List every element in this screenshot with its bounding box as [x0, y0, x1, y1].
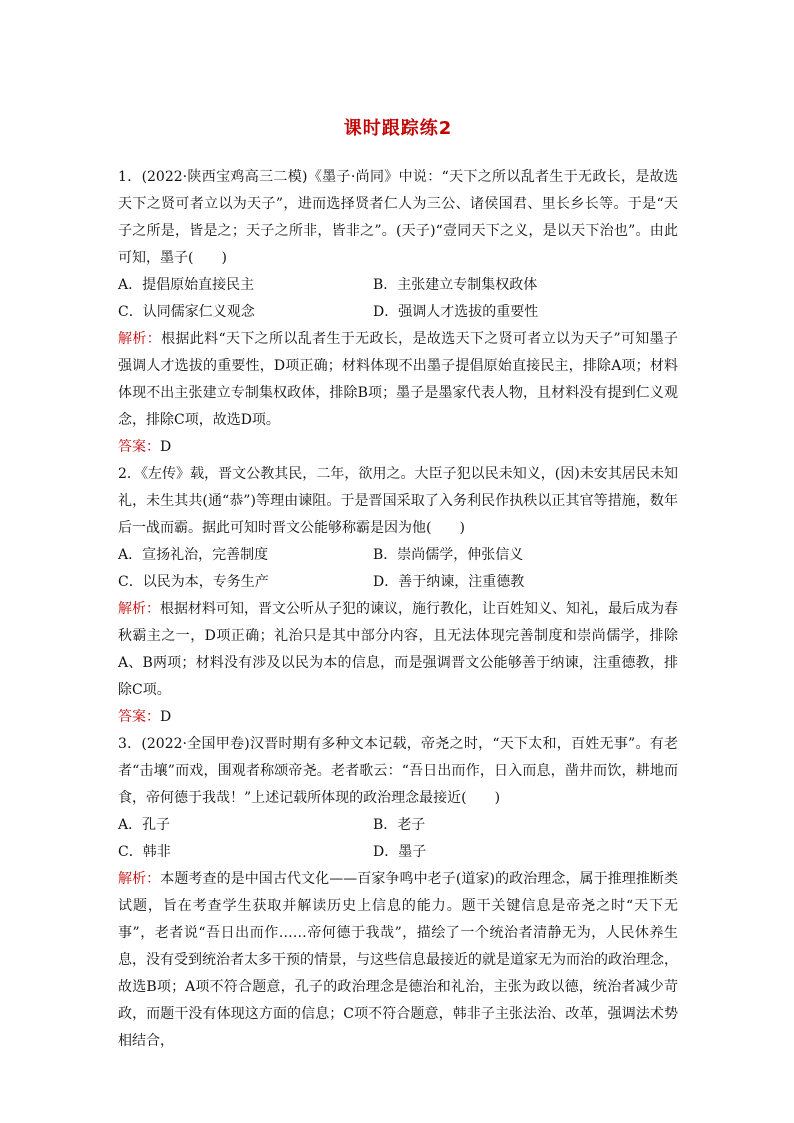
answer	[118, 704, 678, 731]
analysis-text: 根据此料“天下之所以乱者生于无政长，是故选天下之贤可者立以为天子”可知墨子强调人才选拔的重要性，D项正确；材料体现不出墨子提倡原始直接民主，排除A项；材料体现不出主张建立专制集权政体，排除B项；墨子是墨家代表人物，且材料没有提到仁义观念，排除C项，故选D项。	[118, 331, 679, 428]
analysis	[118, 326, 678, 434]
question-stem: 2．《左传》载，晋文公教其民，二年，欲用之。大臣子犯以民未知义，(因)未安其居民未知礼，未生其共(通“恭”)等理由谏阻。于是晋国采取了入务利民作执秩以正其官等措施，数年后一战而霸。据此可知时晋文公能够称霸是因为他( )	[118, 466, 678, 536]
options-grid	[118, 812, 678, 866]
page-title: 课时跟踪练2	[343, 118, 453, 139]
analysis-text: 根据材料可知，晋文公听从子犯的谏议，施行教化，让百姓知义、知礼，最后成为春秋霸主之一，D项正确；礼治只是其中部分内容，且无法体现完善制度和崇尚儒学，排除A、B两项；材料没有涉及以民为本的信息，而是强调晋文公能够善于纳谏，注重德教，排除C项。	[118, 601, 678, 698]
option-b: B．主张建立专制集权政体	[373, 277, 538, 293]
analysis-label: 解析：	[118, 601, 160, 617]
question-1	[118, 164, 678, 461]
option-c: C．认同儒家仁义观念	[118, 304, 255, 320]
options-grid	[118, 542, 678, 596]
option-d: D．墨子	[373, 844, 427, 860]
option-c: C．以民为本，专务生产	[118, 574, 269, 590]
option-b: B．老子	[373, 817, 426, 833]
question-2	[118, 461, 678, 731]
question-stem: 1．(2022·陕西宝鸡高三二模)《墨子·尚同》中说：“天下之所以乱者生于无政长，是故选天下之贤可者立以为天子”，进而选择贤者仁人为三公、诸侯国君、里长乡长等。于是“天子之所是，皆是之；天子之所非，皆非之”。(天子)“壹同天下之义，是以天下治也”。由此可知，墨子( )	[118, 169, 678, 266]
answer-label: 答案：	[118, 439, 160, 455]
option-a: A．宣扬礼治，完善制度	[118, 547, 269, 563]
option-d: D．善于纳谏，注重德教	[373, 574, 525, 590]
analysis-label: 解析：	[118, 331, 162, 347]
answer	[118, 434, 678, 461]
answer-value: D	[160, 709, 172, 725]
question-stem: 3．(2022·全国甲卷)汉晋时期有多种文本记载，帝尧之时，“天下太和，百姓无事”。有老者“击壤”而戏，围观者称颂帝尧。老者歌云：“吾日出而作，日入而息，凿井而饮，耕地而食，帝何德于我哉！”上述记载所体现的政治理念最接近( )	[118, 736, 678, 806]
analysis-text: 本题考查的是中国古代文化——百家争鸣中老子(道家)的政治理念，属于推理推断类试题，旨在考查学生获取并解读历史上信息的能力。题干关键信息是帝尧之时“天下无事”，老者说“吾日出而作……帝何德于我哉”，描绘了一个统治者清静无为，人民休养生息，没有受到统治者太多干预的情景，与这些信息最接近的就是道家无为而治的政治理念，故选B项；A项不符合题意，孔子的政治理念是德治和礼治，主张为政以德，统治者减少苛政，而题干没有体现这方面的信息；C项不符合题意，韩非子主张法治、改革，强调法术势相结合，	[118, 871, 679, 1049]
answer-value: D	[160, 439, 172, 455]
options-grid	[118, 272, 678, 326]
option-d: D．强调人才选拔的重要性	[373, 304, 539, 320]
option-b: B．崇尚儒学，伸张信义	[373, 547, 524, 563]
analysis	[118, 866, 678, 1055]
option-c: C．韩非	[118, 844, 171, 860]
option-a: A．孔子	[118, 817, 171, 833]
option-a: A．提倡原始直接民主	[118, 277, 255, 293]
question-3	[118, 731, 678, 1055]
analysis-label: 解析：	[118, 871, 161, 887]
analysis	[118, 596, 678, 704]
question-list	[118, 164, 678, 1055]
answer-label: 答案：	[118, 709, 160, 725]
